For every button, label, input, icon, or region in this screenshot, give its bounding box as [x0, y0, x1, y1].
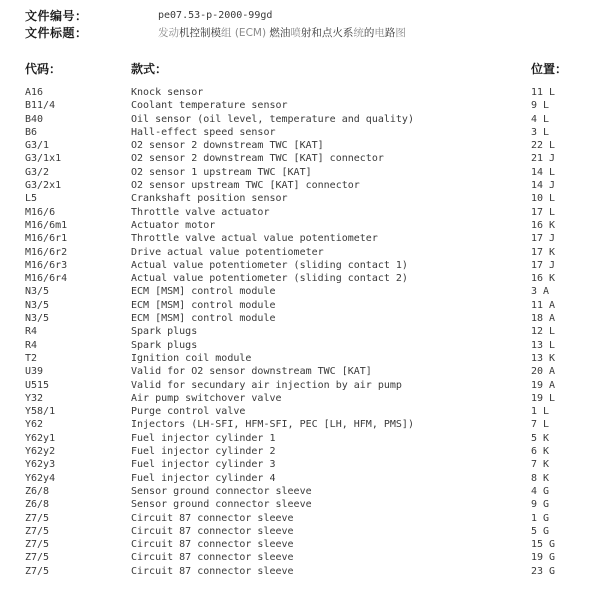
- component-position: 1 G: [531, 512, 550, 524]
- component-position: 5 K: [531, 432, 550, 444]
- file-title-segment: 燃油: [269, 27, 291, 39]
- file-title-segment: 电: [374, 27, 385, 39]
- file-title-value: [158, 25, 406, 41]
- table-row: [0, 565, 604, 578]
- table-row: [0, 325, 604, 338]
- component-code: U39: [25, 366, 44, 378]
- component-code: Z7/5: [25, 525, 50, 537]
- component-code: Y62: [25, 419, 44, 431]
- component-position: 13 K: [531, 352, 556, 364]
- table-row: [0, 86, 604, 99]
- component-position: 21 J: [531, 153, 556, 165]
- component-description: Knock sensor: [131, 87, 204, 98]
- component-code: B40: [25, 113, 44, 125]
- component-position: 4 G: [531, 485, 550, 497]
- table-row: [0, 166, 604, 179]
- component-code: B11/4: [25, 100, 56, 112]
- component-position: 20 A: [531, 366, 556, 378]
- column-header-description: 款式：: [131, 62, 168, 76]
- component-position: 19 A: [531, 379, 556, 391]
- component-code: A16: [25, 87, 44, 98]
- component-description: O2 sensor 2 downstream TWC [KAT]: [131, 140, 324, 152]
- table-row: [0, 179, 604, 192]
- component-description: Circuit 87 connector sleeve: [131, 552, 294, 564]
- component-code: G3/2: [25, 166, 50, 178]
- component-position: 17 J: [531, 259, 556, 271]
- component-description: Circuit 87 connector sleeve: [131, 565, 294, 577]
- component-description: Fuel injector cylinder 4: [131, 472, 276, 484]
- table-row: [0, 418, 604, 431]
- component-code: Z7/5: [25, 539, 50, 551]
- component-code: N3/5: [25, 313, 50, 325]
- component-description: Injectors (LH-SFI, HFM-SFI, PEC [LH, HFM, PMS]): [131, 419, 414, 431]
- table-row: [0, 365, 604, 378]
- component-description: Actuator motor: [131, 219, 216, 231]
- table-row: [0, 432, 604, 445]
- component-position: 17 L: [531, 206, 556, 218]
- component-position: 10 L: [531, 193, 556, 205]
- component-position: 7 L: [531, 419, 550, 431]
- component-position: 9 G: [531, 499, 550, 511]
- component-position: 17 J: [531, 233, 556, 245]
- component-position: 15 G: [531, 539, 556, 551]
- table-row: [0, 259, 604, 272]
- component-code: Z7/5: [25, 552, 50, 564]
- table-row: [0, 458, 604, 471]
- file-title-segment: 射和点火系: [300, 27, 354, 39]
- component-position: 23 G: [531, 565, 556, 577]
- component-position: 6 K: [531, 446, 550, 458]
- component-code: Y62y2: [25, 446, 56, 458]
- component-position: 13 L: [531, 339, 556, 351]
- table-row: [0, 139, 604, 152]
- component-code: Y32: [25, 392, 44, 404]
- component-description: O2 sensor 1 upstream TWC [KAT]: [131, 166, 312, 178]
- component-position: 9 L: [531, 100, 550, 112]
- component-position: 19 G: [531, 552, 556, 564]
- table-row: [0, 246, 604, 259]
- component-description: Actual value potentiometer (sliding contact 1): [131, 259, 408, 271]
- file-title-segment: 的: [363, 27, 375, 39]
- table-row: [0, 192, 604, 205]
- file-title-label: 文件标题：: [25, 26, 88, 40]
- component-code: U515: [25, 379, 50, 391]
- table-row: [0, 285, 604, 298]
- table-row: [0, 525, 604, 538]
- table-row: [0, 126, 604, 139]
- component-code: M16/6r2: [25, 246, 68, 258]
- component-position: 16 K: [531, 219, 556, 231]
- table-row: [0, 232, 604, 245]
- component-description: Fuel injector cylinder 1: [131, 432, 276, 444]
- component-position: 14 L: [531, 166, 556, 178]
- file-number-value: pe07.53-p-2000-99gd: [158, 10, 273, 21]
- component-description: Fuel injector cylinder 3: [131, 459, 276, 471]
- component-code: B6: [25, 126, 38, 138]
- component-description: Air pump switchover valve: [131, 392, 282, 404]
- table-row: [0, 472, 604, 485]
- component-description: Spark plugs: [131, 326, 198, 338]
- component-description: ECM [MSM] control module: [131, 299, 276, 311]
- component-description: Throttle valve actuator: [131, 206, 270, 218]
- component-description: O2 sensor 2 downstream TWC [KAT] connector: [131, 153, 384, 165]
- component-code: Z6/8: [25, 499, 50, 511]
- component-description: Valid for secundary air injection by air pump: [131, 379, 402, 391]
- component-description: Valid for O2 sensor downstream TWC [KAT]: [131, 366, 372, 378]
- table-row: [0, 339, 604, 352]
- component-description: Fuel injector cylinder 2: [131, 446, 276, 458]
- component-code: Y62y3: [25, 459, 56, 471]
- table-row: [0, 152, 604, 165]
- component-position: 5 G: [531, 525, 550, 537]
- component-code: Z7/5: [25, 565, 50, 577]
- file-title-row: [25, 25, 585, 41]
- component-code: G3/1: [25, 140, 50, 152]
- component-description: ECM [MSM] control module: [131, 286, 276, 298]
- component-code: N3/5: [25, 299, 50, 311]
- component-code: Y58/1: [25, 406, 56, 418]
- component-description: Oil sensor (oil level, temperature and quality): [131, 113, 414, 125]
- component-description: Crankshaft position sensor: [131, 193, 288, 205]
- component-position: 1 L: [531, 406, 550, 418]
- table-row: [0, 392, 604, 405]
- component-description: Circuit 87 connector sleeve: [131, 539, 294, 551]
- table-row: [0, 405, 604, 418]
- column-header-code: 代码：: [25, 62, 62, 76]
- component-code: M16/6r4: [25, 273, 68, 285]
- component-description: Circuit 87 connector sleeve: [131, 512, 294, 524]
- component-code: G3/2x1: [25, 180, 62, 192]
- component-code: Y62y1: [25, 432, 56, 444]
- table-row: [0, 485, 604, 498]
- component-description: Hall-effect speed sensor: [131, 126, 276, 138]
- component-description: Actual value potentiometer (sliding contact 2): [131, 273, 408, 285]
- table-row: [0, 206, 604, 219]
- component-code: R4: [25, 339, 38, 351]
- column-header-position: 位置：: [531, 62, 568, 76]
- component-code: G3/1x1: [25, 153, 62, 165]
- table-row: [0, 498, 604, 511]
- component-code: M16/6: [25, 206, 56, 218]
- component-description: ECM [MSM] control module: [131, 313, 276, 325]
- component-description: Sensor ground connector sleeve: [131, 485, 312, 497]
- table-row: [0, 538, 604, 551]
- file-title-segment: 发动: [158, 27, 179, 39]
- table-row: [0, 551, 604, 564]
- table-row: [0, 352, 604, 365]
- component-code: L5: [25, 193, 38, 205]
- table-row: [0, 312, 604, 325]
- component-position: 18 A: [531, 313, 556, 325]
- component-position: 16 K: [531, 273, 556, 285]
- component-code: M16/6m1: [25, 219, 68, 231]
- table-row: [0, 272, 604, 285]
- component-description: Drive actual value potentiometer: [131, 246, 324, 258]
- component-description: Spark plugs: [131, 339, 198, 351]
- component-description: O2 sensor upstream TWC [KAT] connector: [131, 180, 360, 192]
- component-code: N3/5: [25, 286, 50, 298]
- component-position: 12 L: [531, 326, 556, 338]
- component-position: 14 J: [531, 180, 556, 192]
- component-position: 19 L: [531, 392, 556, 404]
- component-position: 22 L: [531, 140, 556, 152]
- file-title-segment: 喷: [290, 27, 301, 39]
- component-position: 11 L: [531, 87, 556, 98]
- file-number-row: [25, 8, 585, 24]
- component-description: Ignition coil module: [131, 352, 252, 364]
- component-position: 8 K: [531, 472, 550, 484]
- component-code: T2: [25, 352, 38, 364]
- component-code: M16/6r3: [25, 259, 68, 271]
- file-number-label: 文件编号：: [25, 9, 88, 23]
- table-row: [0, 445, 604, 458]
- component-position: 7 K: [531, 459, 550, 471]
- table-row: [0, 113, 604, 126]
- component-code: Y62y4: [25, 472, 56, 484]
- component-code: Z7/5: [25, 512, 50, 524]
- file-title-segment: 路: [384, 27, 396, 39]
- component-table: [0, 86, 604, 578]
- file-title-segment: 统: [353, 27, 364, 39]
- component-position: 17 K: [531, 246, 556, 258]
- component-position: 4 L: [531, 113, 550, 125]
- table-row: [0, 299, 604, 312]
- component-description: Throttle valve actual value potentiometer: [131, 233, 378, 245]
- file-title-segment: 组 (ECM): [221, 27, 270, 39]
- file-title-segment: 图: [395, 27, 406, 39]
- component-description: Coolant temperature sensor: [131, 100, 288, 112]
- table-row: [0, 512, 604, 525]
- table-row: [0, 379, 604, 392]
- table-row: [0, 219, 604, 232]
- table-row: [0, 99, 604, 112]
- component-position: 3 L: [531, 126, 550, 138]
- file-title-segment: 机控制模: [179, 27, 221, 39]
- component-description: Circuit 87 connector sleeve: [131, 525, 294, 537]
- component-description: Sensor ground connector sleeve: [131, 499, 312, 511]
- component-code: M16/6r1: [25, 233, 68, 245]
- component-position: 3 A: [531, 286, 550, 298]
- component-code: Z6/8: [25, 485, 50, 497]
- component-code: R4: [25, 326, 38, 338]
- component-description: Purge control valve: [131, 406, 246, 418]
- component-position: 11 A: [531, 299, 556, 311]
